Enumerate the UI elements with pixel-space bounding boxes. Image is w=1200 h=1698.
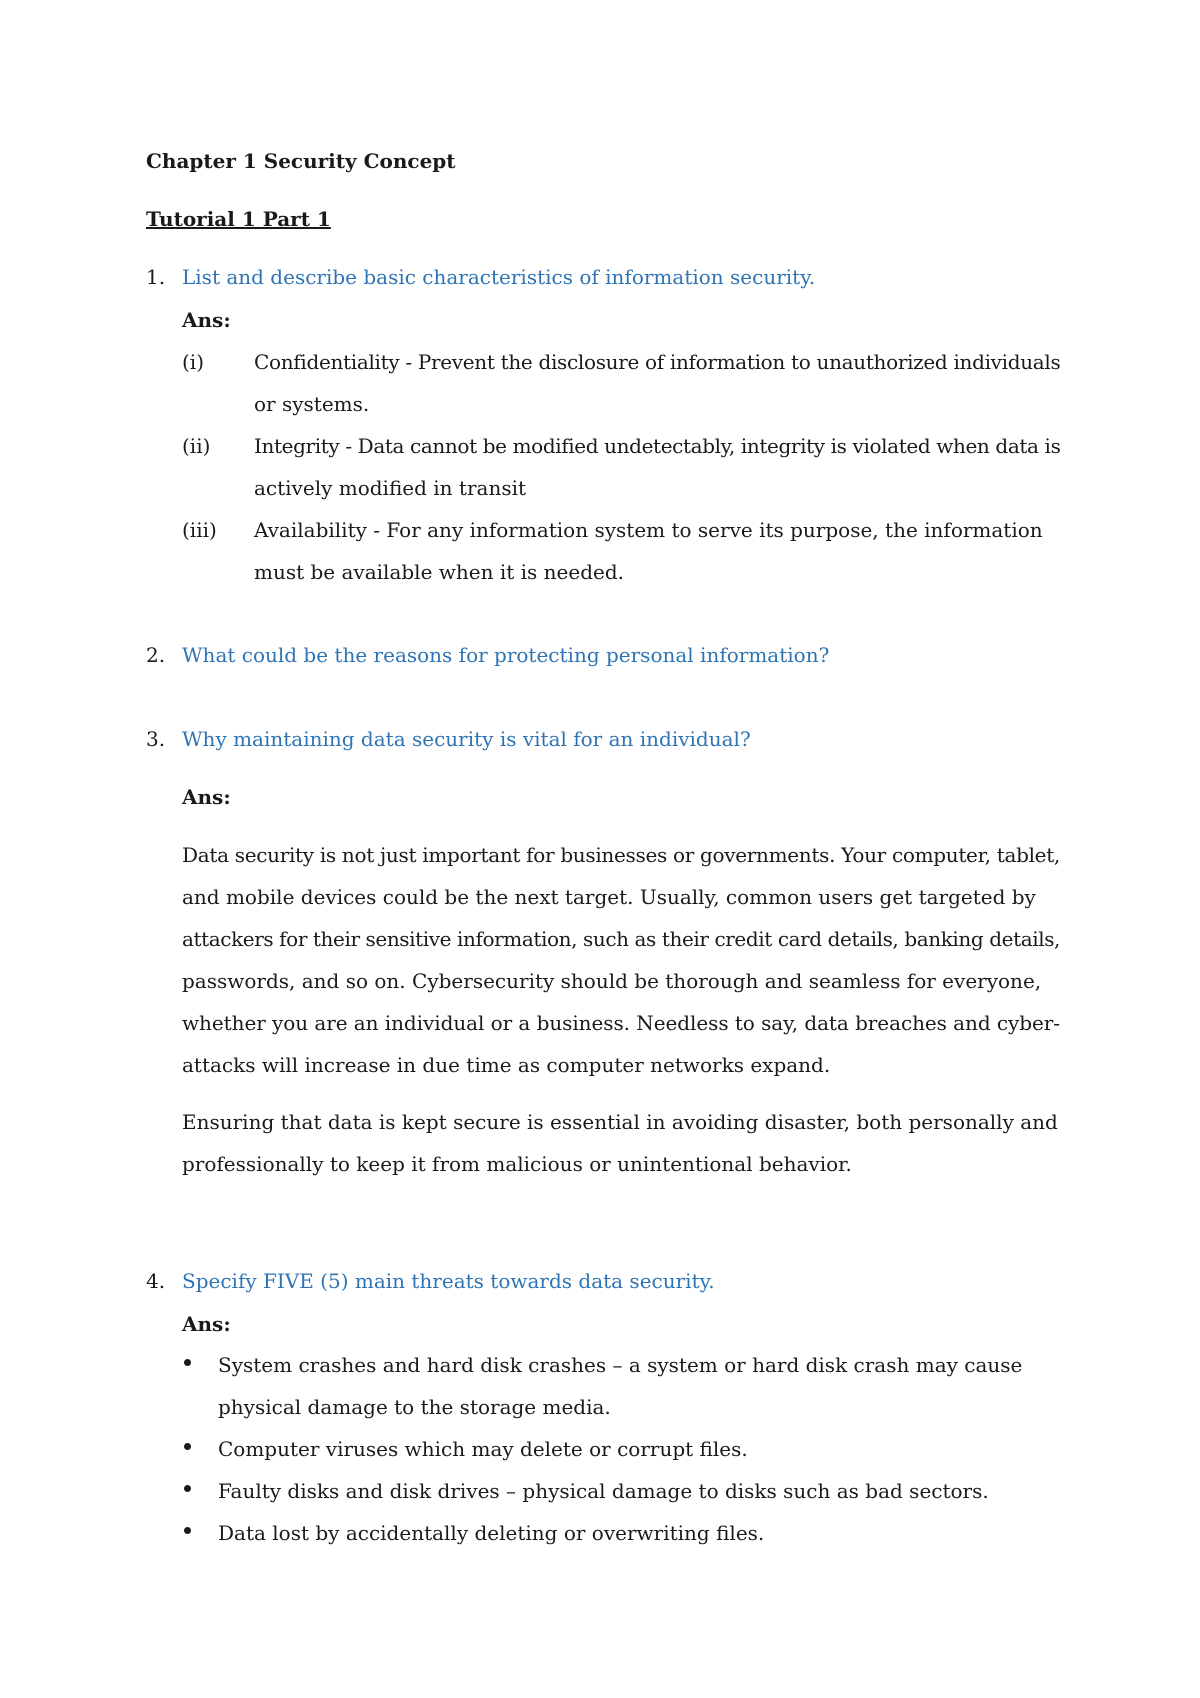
chapter-title: Chapter 1 Security Concept bbox=[146, 149, 456, 173]
question-1-text: List and describe basic characteristics of information security. bbox=[182, 265, 816, 289]
paragraph-line: Ensuring that data is kept secure is essential in avoiding disaster, both personally and bbox=[182, 1110, 1058, 1134]
paragraph-line: whether you are an individual or a business. Needless to say, data breaches and cyber- bbox=[182, 1011, 1060, 1035]
question-1-number: 1. bbox=[146, 265, 166, 289]
item-marker: (i) bbox=[182, 350, 205, 374]
item-marker: (ii) bbox=[182, 434, 211, 458]
paragraph-line: professionally to keep it from malicious or unintentional behavior. bbox=[182, 1152, 852, 1176]
bullet-icon bbox=[184, 1359, 191, 1366]
bullet-icon bbox=[184, 1485, 191, 1492]
bullet-line: Computer viruses which may delete or corrupt files. bbox=[218, 1437, 748, 1461]
question-1-answer-label: Ans: bbox=[182, 308, 231, 332]
question-4-text: Specify FIVE (5) main threats towards data security. bbox=[182, 1269, 715, 1293]
item-line: Availability - For any information system to serve its purpose, the information bbox=[254, 518, 1043, 542]
bullet-line: Data lost by accidentally deleting or overwriting files. bbox=[218, 1521, 765, 1545]
question-2-text: What could be the reasons for protecting personal information? bbox=[182, 643, 830, 667]
question-4-number: 4. bbox=[146, 1269, 166, 1293]
question-3-text: Why maintaining data security is vital for an individual? bbox=[182, 727, 751, 751]
tutorial-title: Tutorial 1 Part 1 bbox=[146, 207, 331, 231]
question-3-answer-label: Ans: bbox=[182, 785, 231, 809]
paragraph-line: attacks will increase in due time as computer networks expand. bbox=[182, 1053, 831, 1077]
bullet-line: Faulty disks and disk drives – physical damage to disks such as bad sectors. bbox=[218, 1479, 989, 1503]
item-line: actively modified in transit bbox=[254, 476, 527, 500]
question-3-number: 3. bbox=[146, 727, 166, 751]
item-line: Integrity - Data cannot be modified undetectably, integrity is violated when data is bbox=[254, 434, 1061, 458]
item-line: Confidentiality - Prevent the disclosure of information to unauthorized individuals bbox=[254, 350, 1061, 374]
paragraph-line: attackers for their sensitive information, such as their credit card details, banking details, bbox=[182, 927, 1060, 951]
item-line: must be available when it is needed. bbox=[254, 560, 624, 584]
item-line: or systems. bbox=[254, 392, 370, 416]
question-4-answer-label: Ans: bbox=[182, 1312, 231, 1336]
bullet-line: physical damage to the storage media. bbox=[218, 1395, 611, 1419]
bullet-icon bbox=[184, 1443, 191, 1450]
bullet-icon bbox=[184, 1527, 191, 1534]
question-2-number: 2. bbox=[146, 643, 166, 667]
paragraph-line: passwords, and so on. Cybersecurity should be thorough and seamless for everyone, bbox=[182, 969, 1042, 993]
bullet-line: System crashes and hard disk crashes – a system or hard disk crash may cause bbox=[218, 1353, 1023, 1377]
item-marker: (iii) bbox=[182, 518, 217, 542]
paragraph-line: and mobile devices could be the next target. Usually, common users get targeted by bbox=[182, 885, 1036, 909]
paragraph-line: Data security is not just important for businesses or governments. Your computer, tablet, bbox=[182, 843, 1060, 867]
